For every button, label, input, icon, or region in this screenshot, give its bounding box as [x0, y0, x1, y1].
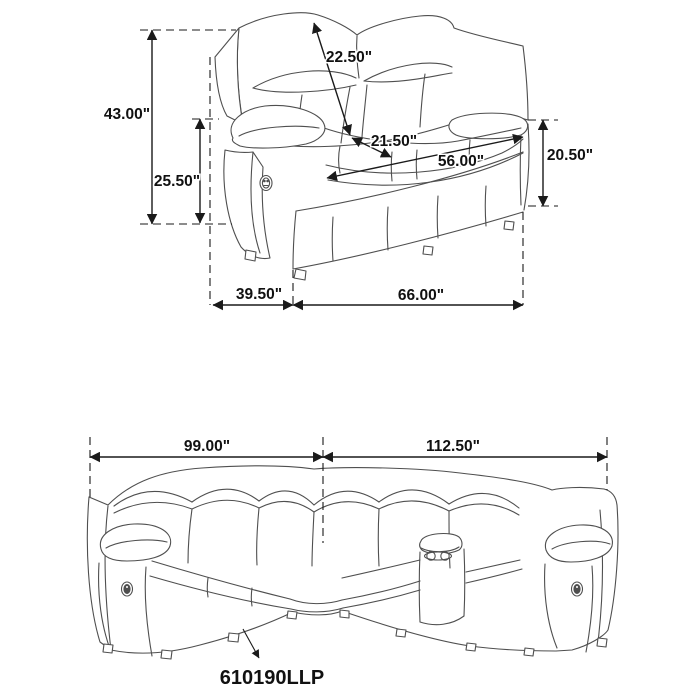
sectional-diagram — [87, 437, 618, 689]
sectional-drawing — [87, 466, 618, 659]
dim-arm-height-label: 25.50" — [153, 173, 201, 190]
dim-seat-back-height-label: 22.50" — [325, 49, 373, 66]
dim-seat-depth-label: 21.50" — [370, 133, 418, 150]
power-button-icon — [122, 582, 133, 596]
dim-overall-depth-label: 39.50" — [235, 286, 283, 303]
product-code-label: 610190LLP — [219, 667, 325, 689]
dim-right-section-width-label: 112.50" — [426, 438, 480, 455]
power-button-icon — [260, 176, 272, 191]
dim-arm-front-height-label: 20.50" — [546, 147, 594, 164]
power-button-icon — [572, 582, 583, 596]
loveseat-diagram — [104, 13, 593, 305]
dim-overall-height-label: 43.00" — [103, 106, 151, 123]
leader-arrow — [243, 629, 259, 658]
dim-overall-width-label: 66.00" — [397, 287, 445, 304]
dim-seat-interior-width-label: 56.00" — [437, 153, 485, 170]
dim-left-section-width-label: 99.00" — [183, 438, 231, 455]
